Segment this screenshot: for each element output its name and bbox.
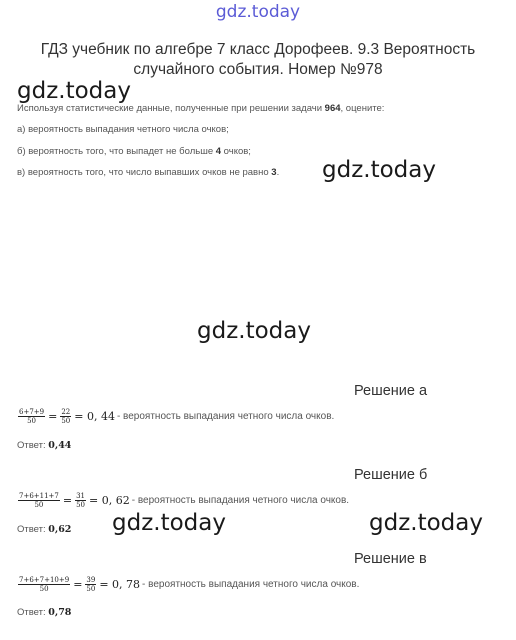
solution-a-text: - вероятность выпадания четного числа очков. <box>116 411 335 422</box>
solution-a-heading: Решение а <box>354 383 428 399</box>
fraction <box>60 408 71 425</box>
result-value: = 0, 44 <box>74 410 115 423</box>
solution-b-answer <box>17 524 71 535</box>
watermark: gdz.today <box>369 510 483 536</box>
fraction-numerator: 7+6+7+10+9 <box>19 576 70 584</box>
task-item-c-suffix: . <box>276 167 280 178</box>
equals-sign: = <box>48 410 58 423</box>
result-value: = 0, 62 <box>89 494 130 507</box>
solution-c-answer <box>17 607 71 618</box>
solution-c-heading: Решение в <box>354 551 427 567</box>
watermark: gdz.today <box>112 510 226 536</box>
watermark: gdz.today <box>197 318 311 344</box>
task-intro-number: 964 <box>324 103 341 114</box>
answer-value: 0,62 <box>48 524 72 535</box>
equals-sign: = <box>73 578 83 591</box>
watermark: gdz.today <box>17 78 131 104</box>
answer-label: Ответ: <box>17 440 49 451</box>
fraction-denominator: 50 <box>34 501 44 509</box>
fraction <box>18 492 60 509</box>
fraction <box>75 492 86 509</box>
page-title: ГДЗ учебник по алгебре 7 класс Дорофеев. 9.3 Вероятность случайного события. Номер №978 <box>40 41 476 78</box>
solution-b-text: - вероятность выпадания четного числа очков. <box>131 495 350 506</box>
task-intro-suffix: , оцените: <box>340 103 385 114</box>
fraction-denominator: 50 <box>86 585 96 593</box>
task-item-b-suffix: очков; <box>221 146 251 157</box>
solution-c-formula <box>17 576 359 593</box>
solution-c-text: - вероятность выпадания четного числа очков. <box>142 579 360 590</box>
answer-label: Ответ: <box>17 607 49 618</box>
fraction-denominator: 50 <box>61 417 71 425</box>
task-intro <box>17 103 384 114</box>
answer-value: 0,44 <box>48 440 72 451</box>
fraction-numerator: 31 <box>76 492 86 500</box>
fraction <box>85 576 96 593</box>
fraction-numerator: 39 <box>86 576 96 584</box>
task-item-b-text: б) вероятность того, что выпадет не больше <box>17 146 216 157</box>
fraction <box>18 408 45 425</box>
equals-sign: = <box>62 494 73 507</box>
task-item-c <box>17 167 279 178</box>
site-logo[interactable]: gdz.today <box>215 2 301 22</box>
fraction-denominator: 50 <box>27 417 36 425</box>
task-item-a: а) вероятность выпадания четного числа очков; <box>17 124 229 135</box>
fraction-numerator: 22 <box>61 408 71 416</box>
task-item-b-number: 4 <box>215 146 222 157</box>
fraction <box>18 576 70 593</box>
solution-a-formula <box>17 408 334 425</box>
result-value: = 0, 78 <box>99 578 141 591</box>
task-item-c-number: 3 <box>271 167 277 178</box>
answer-label: Ответ: <box>17 524 49 535</box>
answer-value: 0,78 <box>48 607 72 618</box>
task-item-b <box>17 146 251 157</box>
fraction-denominator: 50 <box>76 501 86 509</box>
fraction-numerator: 6+7+9 <box>19 408 45 416</box>
solution-a-answer <box>17 440 71 451</box>
task-item-c-text: в) вероятность того, что число выпавших очков не равно <box>17 167 272 178</box>
watermark: gdz.today <box>322 157 436 183</box>
fraction-denominator: 50 <box>39 585 49 593</box>
solution-b-heading: Решение б <box>354 467 428 483</box>
fraction-numerator: 7+6+11+7 <box>19 492 59 500</box>
task-intro-text: Используя статистические данные, полученные при решении задачи <box>17 103 325 114</box>
solution-b-formula <box>17 492 349 509</box>
